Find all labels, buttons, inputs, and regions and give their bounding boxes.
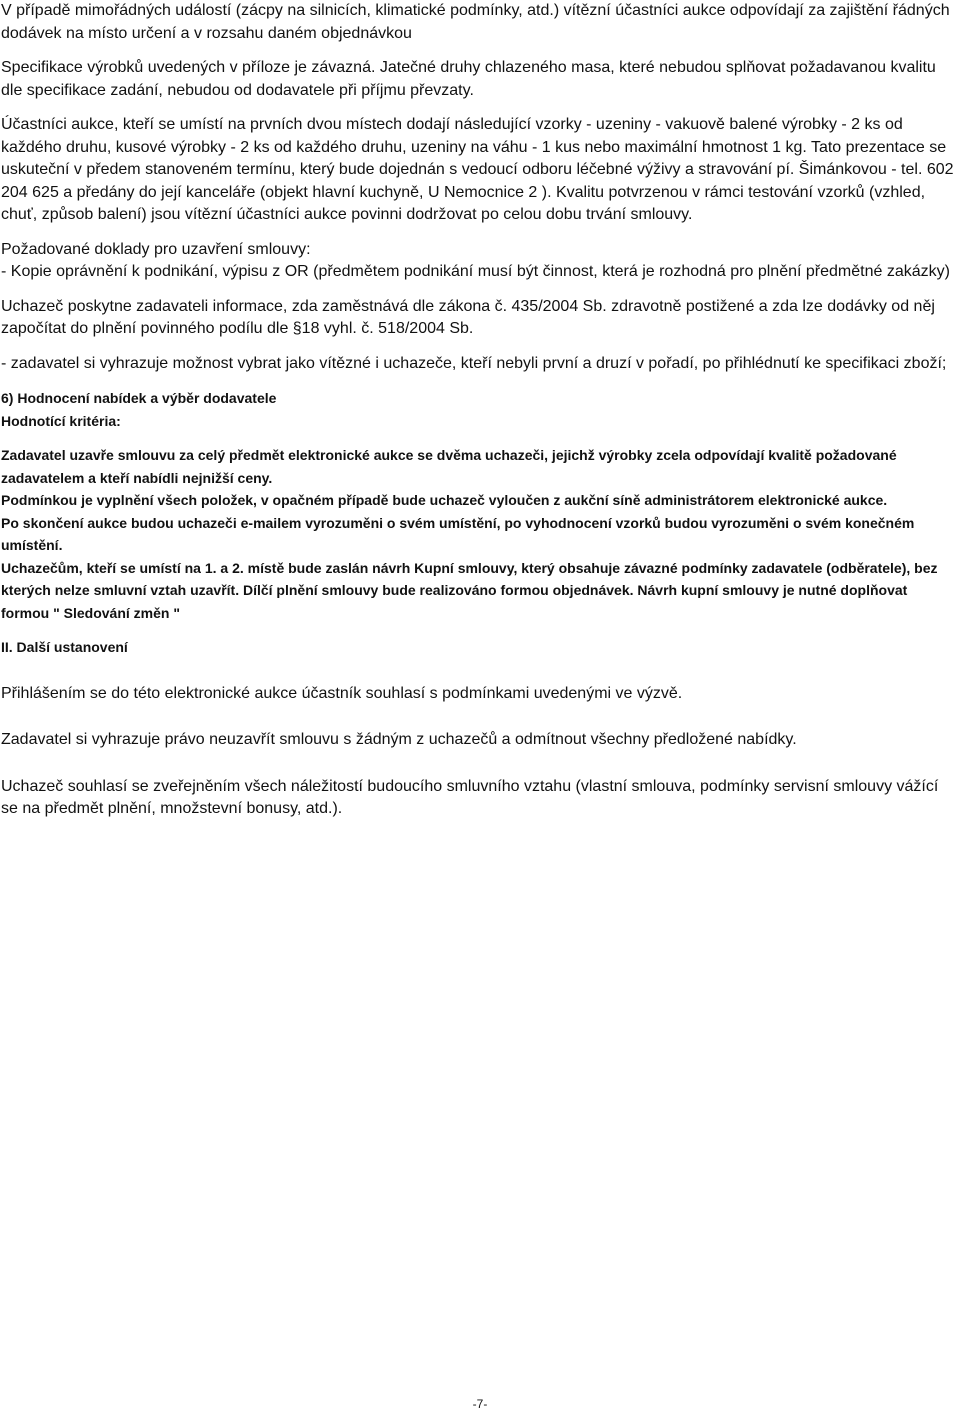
bold-paragraph-condition: Podmínkou je vyplnění všech položek, v opačném případě bude uchazeč vyloučen z aukční síně administrátorem elektronické aukce. — [1, 492, 888, 508]
bold-paragraph-notification: Po skončení aukce budou uchazeči e-mailem vyrozuměni o svém umístění, po vyhodnocení vzorků budou vyrozuměni o svém konečném umístění. — [1, 514, 915, 553]
bold-paragraph-contract: Zadavatel uzavře smlouvu za celý předmět elektronické aukce se dvěma uchazeči, jejichž výrobky zcela odpovídají kvalitě požadované zadavatelem a kteří nabídli nejnižší ceny. — [1, 447, 897, 486]
required-documents-body: - Kopie oprávnění k podnikání, výpisu z OR (předmětem podnikání musí být činnost, která je rozhodná pro plnění předmětné zakázky) — [1, 263, 950, 280]
paragraph-reservation: - zadavatel si vyhrazuje možnost vybrat jako vítězné i uchazeče, kteří nebyli první a druzí v pořadí, po přihlédnutí ke specifikaci zboží; — [1, 354, 947, 372]
paragraph-samples: Účastníci aukce, kteří se umístí na prvních dvou místech dodají následující vzorky - uzeniny - vakuově balené výrobky - 2 ks od každého druhu, kusové výrobky - 2 ks od každého druhu, uzeniny na váhu - 1 kus nebo maximální hmotnost 1 kg. Tato prezentace se uskuteční v předem stanoveném termínu, který bude dojednán s vedoucí odboru léčebné výživy a stravování pí. Šimánkovou - tel. 602 204 625 a předány do její kanceláře (objekt hlavní kuchyně, U Nemocnice 2 ). Kvalitu potvrzenou v rámci testování vzorků (vzhled, chuť, způsob balení) jsou vítězní účastníci aukce povinni dodržovat po celou dobu trvání smlouvy. — [1, 116, 954, 223]
required-documents-title: Požadované doklady pro uzavření smlouvy: — [1, 240, 311, 258]
page-number: -7- — [472, 1397, 488, 1411]
paragraph-right-to-refuse: Zadavatel si vyhrazuje právo neuzavřít smlouvu s žádným z uchazečů a odmítnout všechny předložené nabídky. — [1, 731, 797, 748]
paragraph-publication: Uchazeč souhlasí se zveřejněním všech náležitostí budoucího smluvního vztahu (vlastní smlouva, podmínky servisní smlouvy vážící se na předmět plnění, množstevní bonusy, atd.). — [1, 777, 939, 817]
paragraph-delivery: V případě mimořádných událostí (zácpy na silnicích, klimatické podmínky, atd.) vítězní účastníci aukce odpovídají za zajištění řádných dodávek na místo určení a v rozsahu daném objednávkou — [1, 2, 950, 42]
paragraph-disabled-employees: Uchazeč poskytne zadavateli informace, zda zaměstnává dle zákona č. 435/2004 Sb. zdravotně postižené a zda lze dodávky od něj započítat do plnění povinného podílu dle §18 vyhl. č. 518/2004 Sb. — [1, 297, 935, 337]
section-6-heading: 6) Hodnocení nabídek a výběr dodavatele — [1, 390, 277, 406]
criteria-heading: Hodnotící kritéria: — [1, 412, 121, 429]
paragraph-consent: Přihlášením se do této elektronické aukce účastník souhlasí s podmínkami uvedenými ve výzvě. — [1, 684, 683, 702]
section-2-heading: II. Další ustanovení — [1, 639, 128, 655]
paragraph-specification: Specifikace výrobků uvedených v příloze je závazná. Jatečné druhy chlazeného masa, které nebudou splňovat požadavanou kvalitu dle specifikace zadání, nebudou od dodavatele při příjmu převzaty. — [1, 59, 936, 99]
bold-paragraph-purchase-contract: Uchazečům, kteří se umístí na 1. a 2. místě bude zaslán návrh Kupní smlouvy, který obsahuje závazné podmínky zadavatele (odběratele), bez kterých nelze smluvní vztah uzavřít. Dílčí plnění smlouvy bude realizováno formou objednávek. Návrh kupní smlouvy je nutné doplňovat formou " Sledování změn " — [1, 559, 938, 621]
